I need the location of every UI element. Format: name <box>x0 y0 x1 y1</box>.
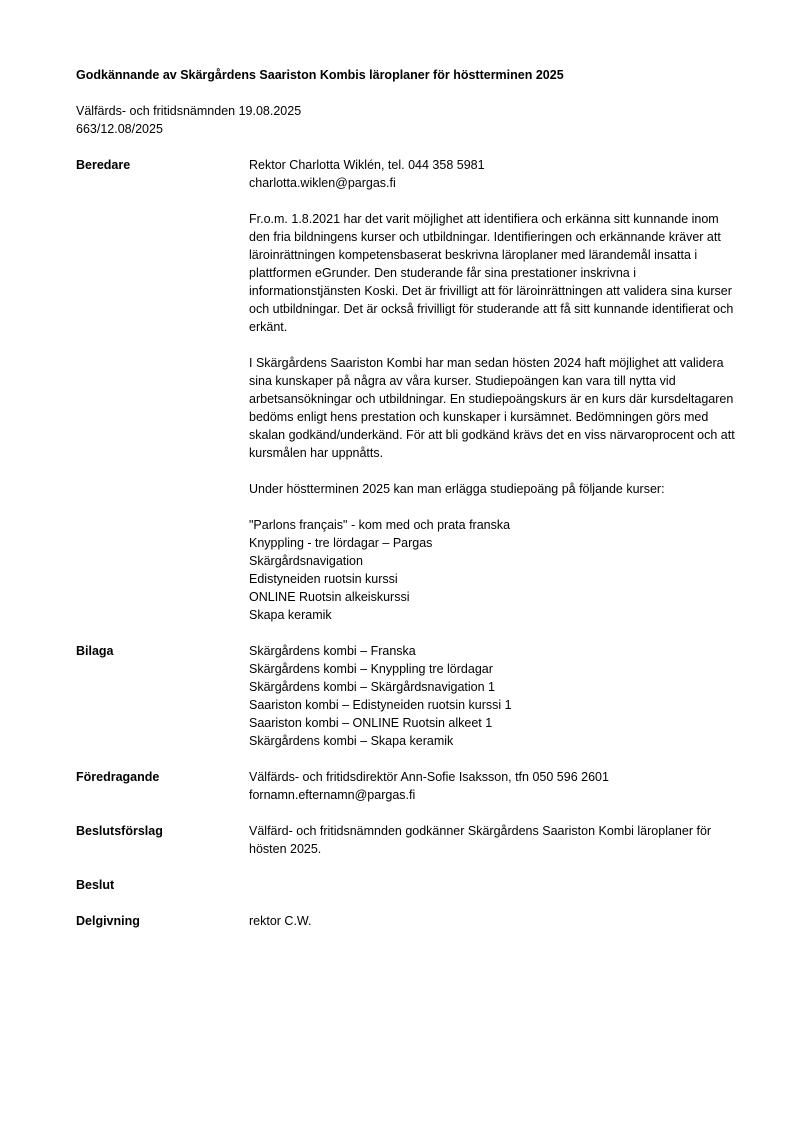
course-item: Skapa keramik <box>249 608 332 622</box>
section-bilaga <box>76 642 746 750</box>
beredare-contact: Rektor Charlotta Wiklén, tel. 044 358 5981 <box>249 158 485 172</box>
course-item: Skärgårdsnavigation <box>249 554 363 568</box>
beredare-email: charlotta.wiklen@pargas.fi <box>249 176 396 190</box>
bilaga-content <box>249 642 739 750</box>
foredragande-email: fornamn.efternamn@pargas.fi <box>249 788 416 802</box>
case-number: 663/12.08/2025 <box>76 122 163 136</box>
course-item: Edistyneiden ruotsin kurssi <box>249 572 398 586</box>
beredare-label: Beredare <box>76 158 131 172</box>
section-beslut <box>76 876 746 894</box>
course-item: "Parlons français" - kom med och prata franska <box>249 518 511 532</box>
attachment-item: Skärgårdens kombi – Skärgårdsnavigation 1 <box>249 680 495 694</box>
delgivning-text: rektor C.W. <box>249 914 312 928</box>
section-delgivning <box>76 912 746 930</box>
beslutsforslag-text: Välfärd- och fritidsnämnden godkänner Skärgårdens Saariston Kombi läroplaner för hösten 2025. <box>249 824 712 856</box>
section-beredare <box>76 156 746 624</box>
attachment-item: Saariston kombi – ONLINE Ruotsin alkeet 1 <box>249 716 493 730</box>
beredare-paragraph-1: Fr.o.m. 1.8.2021 har det varit möjlighet att identifiera och erkänna sitt kunnande inom den fria bildningens kurser och utbildningar. Identifieringen och erkännande kräver att läroinrättningen kompetensbaserat beskrivna läroplaner med lärandemål insatta i plattformen eGrunder. Den studerande får sina prestationer inskrivna i informationstjänsten Koski. Det är frivilligt att för läroinrättningen att validera sina kurser och utbildningar. Det är också frivilligt för studerande att få sitt kunnande identifierat och erkänt. <box>249 212 734 334</box>
bilaga-label: Bilaga <box>76 644 114 658</box>
beredare-content <box>249 156 739 624</box>
foredragande-label: Föredragande <box>76 770 160 784</box>
beredare-paragraph-3: Under höstterminen 2025 kan man erlägga studiepoäng på följande kurser: <box>249 482 665 496</box>
course-item: ONLINE Ruotsin alkeiskurssi <box>249 590 410 604</box>
attachment-item: Skärgårdens kombi – Skapa keramik <box>249 734 454 748</box>
beslutsforslag-label: Beslutsförslag <box>76 824 163 838</box>
beslutsforslag-content <box>249 822 739 858</box>
beslut-content <box>249 876 739 894</box>
section-foredragande <box>76 768 746 804</box>
document-page <box>76 66 746 948</box>
beslut-label: Beslut <box>76 878 115 892</box>
document-meta <box>76 102 746 138</box>
attachment-item: Skärgårdens kombi – Franska <box>249 644 416 658</box>
delgivning-content <box>249 912 739 930</box>
attachment-item: Skärgårdens kombi – Knyppling tre lördagar <box>249 662 493 676</box>
meeting-line: Välfärds- och fritidsnämnden 19.08.2025 <box>76 104 302 118</box>
foredragande-content <box>249 768 739 804</box>
document-title: Godkännande av Skärgårdens Saariston Kombis läroplaner för höstterminen 2025 <box>76 68 564 82</box>
section-beslutsforslag <box>76 822 746 858</box>
foredragande-contact: Välfärds- och fritidsdirektör Ann-Sofie Isaksson, tfn 050 596 2601 <box>249 770 609 784</box>
course-item: Knyppling - tre lördagar – Pargas <box>249 536 433 550</box>
attachment-item: Saariston kombi – Edistyneiden ruotsin kurssi 1 <box>249 698 512 712</box>
beredare-paragraph-2: I Skärgårdens Saariston Kombi har man sedan hösten 2024 haft möjlighet att validera sina kunskaper på några av våra kurser. Studiepoängen kan vara till nytta vid arbetsansökningar och utbildningar. En studiepoängskurs är en kurs där kursdeltagaren bedöms enligt hens prestation och kunskaper i kursämnet. Bedömningen görs med skalan godkänd/underkänd. För att bli godkänd krävs det en viss närvaroprocent och att kursmålen har uppnåtts. <box>249 356 735 460</box>
course-list <box>249 516 739 624</box>
delgivning-label: Delgivning <box>76 914 140 928</box>
attachment-list <box>249 642 739 750</box>
